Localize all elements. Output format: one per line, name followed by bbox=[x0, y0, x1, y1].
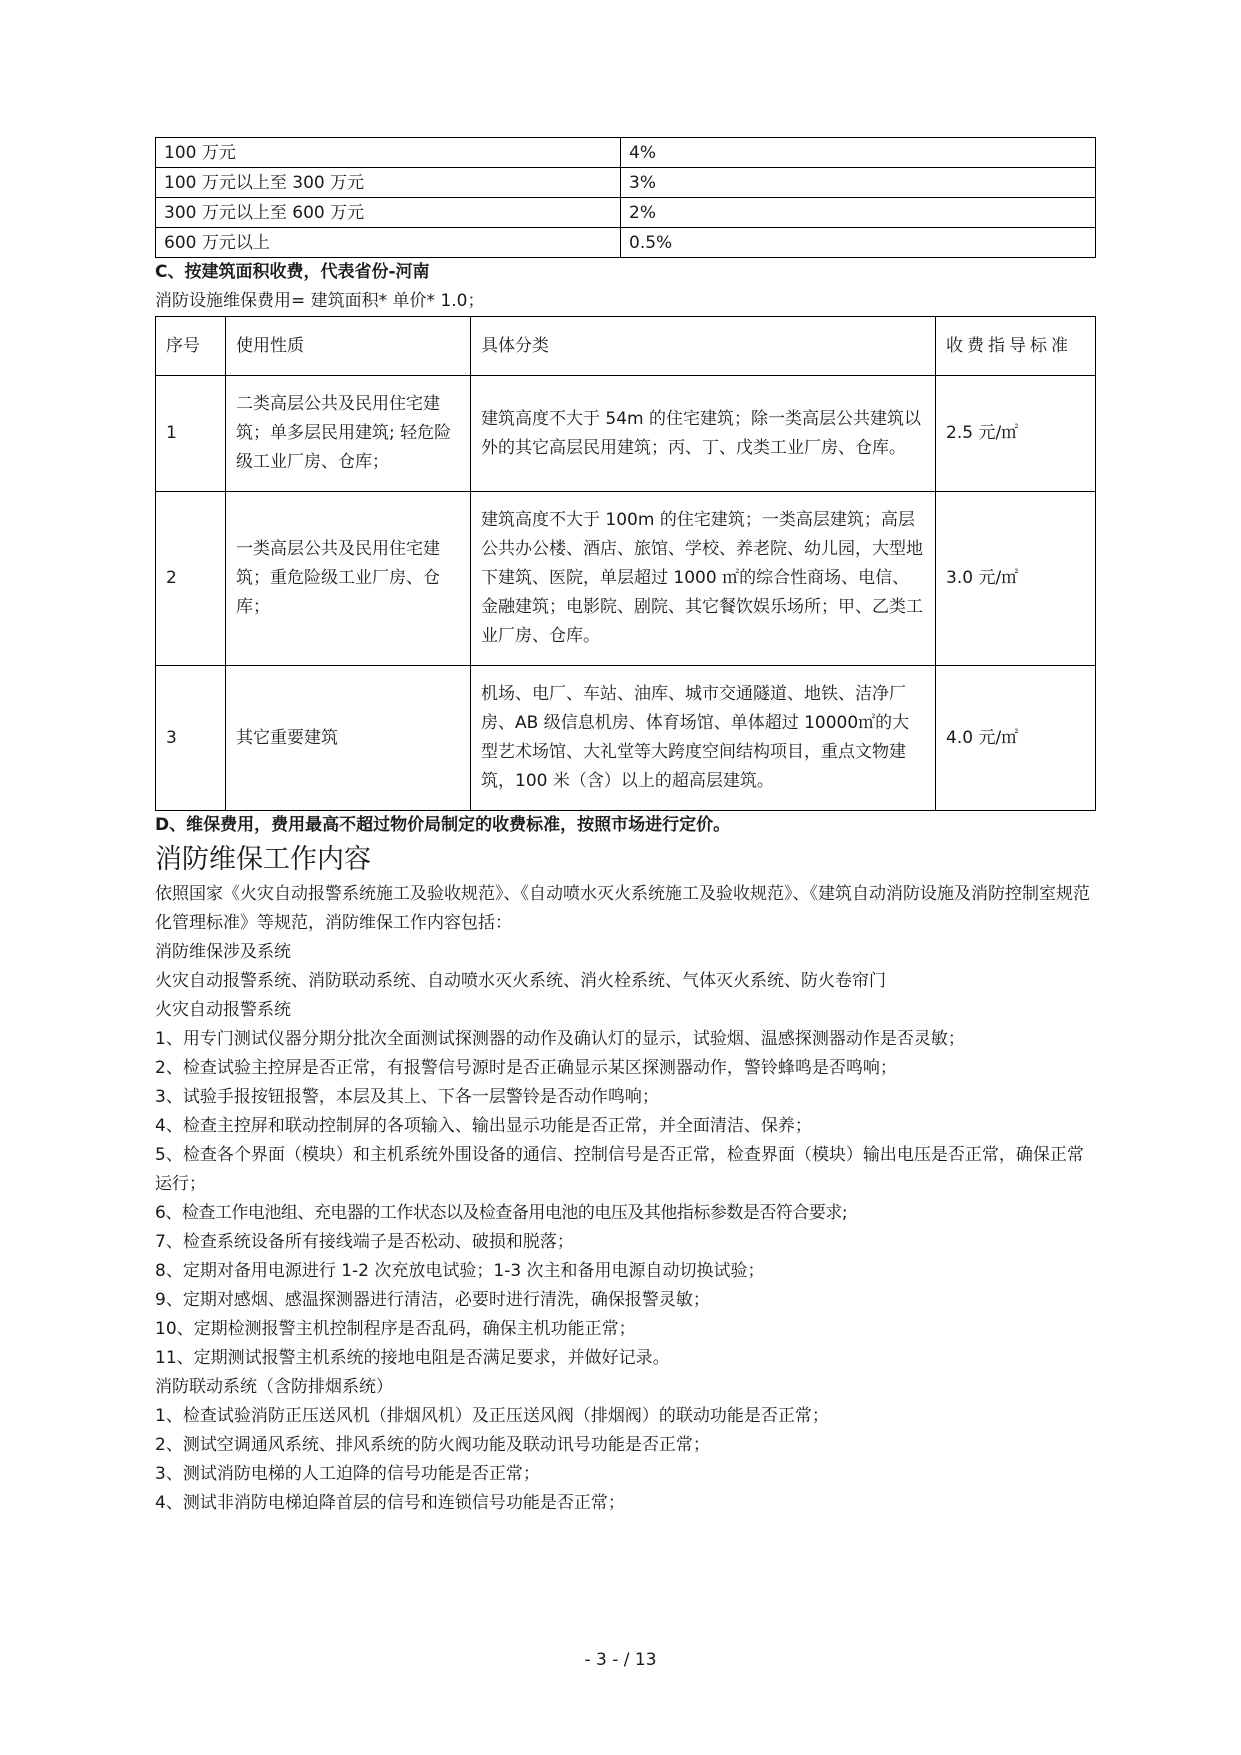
row-no: 2 bbox=[156, 492, 226, 666]
list-item: 2、检查试验主控屏是否正常，有报警信号源时是否正确显示某区探测器动作，警铃蜂鸣是否鸣响； bbox=[155, 1058, 897, 1078]
section-c-formula: 消防设施维保费用= 建筑面积* 单价* 1.0； bbox=[155, 291, 485, 311]
row-standard: 3.0 元/㎡ bbox=[936, 492, 1096, 666]
maintenance-intro: 依照国家《火灾自动报警系统施工及验收规范》、《自动喷水灭火系统施工及验收规范》、《建筑自动消防设施及消防控制室规范化管理标准》等规范，消防维保工作内容包括： bbox=[155, 884, 1090, 933]
row-nature: 其它重要建筑 bbox=[226, 666, 471, 811]
list-item: 10、定期检测报警主机控制程序是否乱码，确保主机功能正常； bbox=[155, 1319, 636, 1339]
list-item: 5、检查各个界面（模块）和主机系统外围设备的通信、控制信号是否正常，检查界面（模块）输出电压是否正常，确保正常运行； bbox=[155, 1145, 1084, 1194]
systems-heading: 消防维保涉及系统 bbox=[155, 942, 291, 962]
list-item: 3、试验手报按钮报警，本层及其上、下各一层警铃是否动作鸣响； bbox=[155, 1087, 659, 1107]
rate-range-cell: 100 万元以上至 300 万元 bbox=[156, 168, 621, 198]
header-standard: 收费指导标准 bbox=[936, 317, 1096, 376]
rate-value-cell: 0.5% bbox=[621, 228, 1096, 258]
list-item: 2、测试空调通风系统、排风系统的防火阀功能及联动讯号功能是否正常； bbox=[155, 1435, 710, 1455]
rate-range-cell: 100 万元 bbox=[156, 138, 621, 168]
section-d-heading: D、维保费用，费用最高不超过物价局制定的收费标准，按照市场进行定价。 bbox=[155, 815, 731, 835]
list-item: 7、检查系统设备所有接线端子是否松动、破损和脱落； bbox=[155, 1232, 574, 1252]
header-no: 序号 bbox=[156, 317, 226, 376]
rate-range-cell: 300 万元以上至 600 万元 bbox=[156, 198, 621, 228]
list-item: 1、用专门测试仪器分期分批次全面测试探测器的动作及确认灯的显示，试验烟、温感探测器动作是否灵敏； bbox=[155, 1029, 965, 1049]
header-nature: 使用性质 bbox=[226, 317, 471, 376]
systems-list: 火灾自动报警系统、消防联动系统、自动喷水灭火系统、消火栓系统、气体灭火系统、防火卷帘门 bbox=[155, 971, 886, 991]
row-nature: 一类高层公共及民用住宅建筑；重危险级工业厂房、仓库； bbox=[226, 492, 471, 666]
rate-value-cell: 2% bbox=[621, 198, 1096, 228]
table-row bbox=[156, 138, 1096, 168]
fire-alarm-heading: 火灾自动报警系统 bbox=[155, 1000, 291, 1020]
header-category: 具体分类 bbox=[471, 317, 936, 376]
table-row bbox=[156, 168, 1096, 198]
list-item: 9、定期对感烟、感温探测器进行清洁，必要时进行清洗，确保报警灵敏； bbox=[155, 1290, 710, 1310]
table-row bbox=[156, 376, 1096, 492]
area-fee-table bbox=[155, 316, 1096, 811]
list-item: 3、测试消防电梯的人工迫降的信号功能是否正常； bbox=[155, 1464, 540, 1484]
table-header-row bbox=[156, 317, 1096, 376]
fire-alarm-list bbox=[155, 1025, 1095, 1373]
maintenance-title: 消防维保工作内容 bbox=[155, 844, 371, 875]
row-no: 3 bbox=[156, 666, 226, 811]
row-standard: 4.0 元/㎡ bbox=[936, 666, 1096, 811]
list-item: 1、检查试验消防正压送风机（排烟风机）及正压送风阀（排烟阀）的联动功能是否正常； bbox=[155, 1406, 829, 1426]
table-row bbox=[156, 228, 1096, 258]
rate-value-cell: 4% bbox=[621, 138, 1096, 168]
document-page bbox=[155, 0, 1095, 1518]
table-row bbox=[156, 666, 1096, 811]
list-item: 4、测试非消防电梯迫降首层的信号和连锁信号功能是否正常； bbox=[155, 1493, 625, 1513]
rate-value-cell: 3% bbox=[621, 168, 1096, 198]
table-row bbox=[156, 198, 1096, 228]
list-item: 11、定期测试报警主机系统的接地电阻是否满足要求，并做好记录。 bbox=[155, 1348, 670, 1368]
row-category: 建筑高度不大于 100m 的住宅建筑；一类高层建筑；高层公共办公楼、酒店、旅馆、学校、养老院、幼儿园，大型地下建筑、医院，单层超过 1000 ㎡的综合性商场、电信、金融建筑；电影院、剧院、其它餐饮娱乐场所；甲、乙类工业厂房、仓库。 bbox=[471, 492, 936, 666]
table-row bbox=[156, 492, 1096, 666]
row-category: 机场、电厂、车站、油库、城市交通隧道、地铁、洁净厂房、AB 级信息机房、体育场馆、单体超过 10000㎡的大型艺术场馆、大礼堂等大跨度空间结构项目，重点文物建筑，100 米（含）以上的超高层建筑。 bbox=[471, 666, 936, 811]
list-item: 6、检查工作电池组、充电器的工作状态以及检查备用电池的电压及其他指标参数是否符合要求; bbox=[155, 1203, 848, 1223]
row-no: 1 bbox=[156, 376, 226, 492]
linkage-heading: 消防联动系统（含防排烟系统） bbox=[155, 1377, 393, 1397]
rate-table bbox=[155, 137, 1096, 258]
row-nature: 二类高层公共及民用住宅建筑；单多层民用建筑; 轻危险级工业厂房、仓库； bbox=[226, 376, 471, 492]
row-category: 建筑高度不大于 54m 的住宅建筑；除一类高层公共建筑以外的其它高层民用建筑；丙、丁、戊类工业厂房、仓库。 bbox=[471, 376, 936, 492]
linkage-list bbox=[155, 1402, 1095, 1518]
list-item: 8、定期对备用电源进行 1-2 次充放电试验；1-3 次主和备用电源自动切换试验； bbox=[155, 1261, 765, 1281]
list-item: 4、检查主控屏和联动控制屏的各项输入、输出显示功能是否正常，并全面清洁、保养； bbox=[155, 1116, 812, 1136]
section-c-heading: C、按建筑面积收费，代表省份-河南 bbox=[155, 262, 430, 282]
page-number: - 3 - / 13 bbox=[584, 1650, 657, 1670]
rate-range-cell: 600 万元以上 bbox=[156, 228, 621, 258]
row-standard: 2.5 元/㎡ bbox=[936, 376, 1096, 492]
